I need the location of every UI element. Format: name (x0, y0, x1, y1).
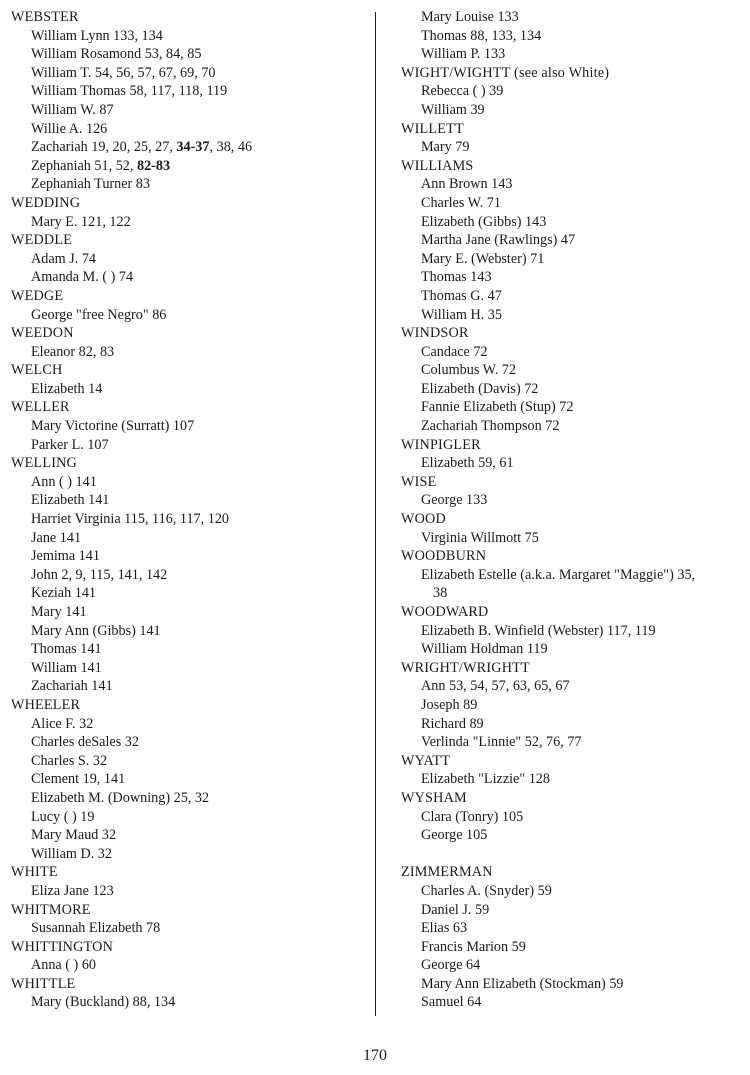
index-entry: Mary Victorine (Surratt) 107 (31, 418, 195, 435)
index-entry: Mary Ann (Gibbs) 141 (31, 622, 161, 639)
index-entry: Susannah Elizabeth 78 (31, 920, 161, 937)
index-entry: Candace 72 (421, 343, 488, 360)
section-gap (401, 845, 746, 864)
index-entry: Thomas 141 (31, 641, 102, 658)
index-entry: Mary (Buckland) 88, 134 (31, 994, 176, 1011)
index-entry: Clara (Tonry) 105 (421, 808, 524, 825)
index-entry: Verlinda "Linnie" 52, 76, 77 (421, 734, 582, 751)
index-entry: Adam J. 74 (31, 250, 97, 267)
index-surname: WHITTLE (11, 975, 76, 992)
index-surname: WOOD (401, 511, 446, 528)
index-entry: Zephaniah Turner 83 (31, 176, 150, 193)
index-entry: Mary Maud 32 (31, 827, 117, 844)
column-divider (375, 12, 376, 1016)
index-entry: William H. 35 (421, 306, 502, 323)
index-entry: Richard 89 (421, 715, 484, 732)
index-entry: William Holdman 119 (421, 641, 548, 658)
index-entry: William 141 (31, 659, 102, 676)
index-entry: Mary 141 (31, 604, 87, 620)
index-entry: Fannie Elizabeth (Stup) 72 (421, 399, 574, 416)
index-entry: Thomas 88, 133, 134 (421, 27, 542, 44)
index-surname: WIGHT/WIGHTT (see also White) (401, 64, 610, 81)
index-entry: Eliza Jane 123 (31, 882, 114, 899)
index-surname: WEDGE (11, 287, 64, 304)
index-entry: Clement 19, 141 (31, 771, 126, 788)
bold-page-range: 82-83 (136, 157, 171, 174)
index-surname: WYSHAM (401, 789, 467, 806)
index-entry: Thomas G. 47 (421, 287, 502, 304)
index-surname: WELLER (11, 399, 70, 416)
index-entry: Zachariah 19, 20, 25, 27, 34-37, 38, 46 (31, 139, 253, 156)
index-entry: Parker L. 107 (31, 436, 109, 453)
index-entry: Elizabeth (Davis) 72 (421, 380, 539, 397)
index-entry: Mary Ann Elizabeth (Stockman) 59 (421, 975, 624, 992)
index-entry: John 2, 9, 115, 141, 142 (31, 566, 168, 583)
index-entry: Zephaniah 51, 52, 82-83 (31, 157, 171, 174)
index-entry: Elizabeth Estelle (a.k.a. Margaret "Maggie") 35, (421, 566, 696, 583)
index-entry: Mary 79 (421, 139, 470, 156)
index-entry: Rebecca ( ) 39 (421, 83, 504, 100)
index-surname: WHITMORE (11, 901, 91, 918)
index-surname: WOODWARD (401, 604, 489, 620)
index-entry: Anna ( ) 60 (31, 957, 97, 974)
index-entry: Elizabeth 14 (31, 380, 103, 397)
index-surname: WHITE (11, 864, 58, 881)
index-surname: WEDDING (11, 194, 81, 211)
index-surname: WINPIGLER (401, 436, 481, 453)
index-entry: Elizabeth "Lizzie" 128 (421, 771, 550, 788)
index-surname: WHITTINGTON (11, 938, 114, 955)
index-surname: WHEELER (11, 696, 81, 713)
index-entry: Mary E. (Webster) 71 (421, 250, 545, 267)
index-entry: William D. 32 (31, 845, 112, 862)
index-surname: WINDSOR (401, 325, 469, 342)
index-surname: WEBSTER (11, 9, 79, 25)
index-entry: Eleanor 82, 83 (31, 343, 115, 360)
index-entry: William W. 87 (31, 101, 114, 118)
index-entry: Jemima 141 (31, 548, 100, 565)
index-surname: WYATT (401, 752, 451, 769)
index-entry: Ann Brown 143 (421, 176, 513, 193)
index-entry: George 133 (421, 492, 488, 509)
index-entry: George "free Negro" 86 (31, 306, 167, 323)
index-entry: Charles S. 32 (31, 752, 108, 769)
index-surname: ZIMMERMAN (401, 864, 493, 881)
index-entry: Mary E. 121, 122 (31, 213, 131, 230)
index-column-left (11, 8, 366, 1012)
index-entry: Elizabeth (Gibbs) 143 (421, 213, 547, 230)
index-surname: WEEDON (11, 325, 74, 342)
index-entry-continuation: 38 (433, 585, 448, 602)
index-entry: Samuel 64 (421, 994, 482, 1011)
index-entry: Jane 141 (31, 529, 82, 546)
index-entry: Elizabeth 59, 61 (421, 455, 514, 472)
index-entry: Elizabeth B. Winfield (Webster) 117, 119 (421, 622, 656, 639)
index-entry: Keziah 141 (31, 585, 97, 602)
index-surname: WILLIAMS (401, 157, 474, 174)
index-entry: William T. 54, 56, 57, 67, 69, 70 (31, 64, 216, 81)
index-entry: George 64 (421, 957, 481, 974)
index-surname: WELLING (11, 455, 78, 472)
index-entry: Ann ( ) 141 (31, 473, 97, 490)
index-surname: WEDDLE (11, 232, 73, 249)
index-entry: Francis Marion 59 (421, 938, 526, 955)
index-surname: WILLETT (401, 120, 464, 137)
index-entry: Charles A. (Snyder) 59 (421, 882, 552, 899)
index-surname: WRIGHT/WRIGHTT (401, 659, 530, 676)
index-entry: William P. 133 (421, 46, 506, 63)
index-entry: Charles deSales 32 (31, 734, 139, 751)
index-entry: George 105 (421, 827, 488, 844)
index-entry: Elizabeth M. (Downing) 25, 32 (31, 789, 210, 806)
index-entry: Willie A. 126 (31, 120, 108, 137)
index-entry: Joseph 89 (421, 696, 478, 713)
page-number: 170 (363, 1047, 387, 1064)
index-entry: Lucy ( ) 19 (31, 808, 95, 825)
index-entry: Alice F. 32 (31, 715, 94, 732)
index-entry: Amanda M. ( ) 74 (31, 269, 134, 286)
index-entry: William Rosamond 53, 84, 85 (31, 46, 202, 63)
index-surname: WOODBURN (401, 548, 487, 565)
index-entry: Columbus W. 72 (421, 362, 516, 379)
index-column-right (401, 8, 746, 1012)
index-entry: Martha Jane (Rawlings) 47 (421, 232, 576, 249)
bold-page-range: 34-37 (176, 139, 210, 156)
index-entry: Ann 53, 54, 57, 63, 65, 67 (421, 678, 570, 695)
index-entry: Thomas 143 (421, 269, 492, 286)
index-entry: Elizabeth 141 (31, 492, 110, 509)
index-surname: WELCH (11, 362, 63, 379)
index-entry: William Lynn 133, 134 (31, 27, 163, 44)
index-entry: Virginia Willmott 75 (421, 529, 539, 546)
index-entry: Zachariah 141 (31, 678, 113, 695)
index-entry: Daniel J. 59 (421, 901, 490, 918)
index-entry: William Thomas 58, 117, 118, 119 (31, 83, 228, 100)
index-surname: WISE (401, 473, 437, 490)
index-entry: Harriet Virginia 115, 116, 117, 120 (31, 511, 230, 528)
index-entry: Mary Louise 133 (421, 9, 519, 25)
index-entry: Elias 63 (421, 920, 468, 937)
index-entry: William 39 (421, 101, 485, 118)
index-entry: Zachariah Thompson 72 (421, 418, 560, 435)
index-entry: Charles W. 71 (421, 194, 501, 211)
